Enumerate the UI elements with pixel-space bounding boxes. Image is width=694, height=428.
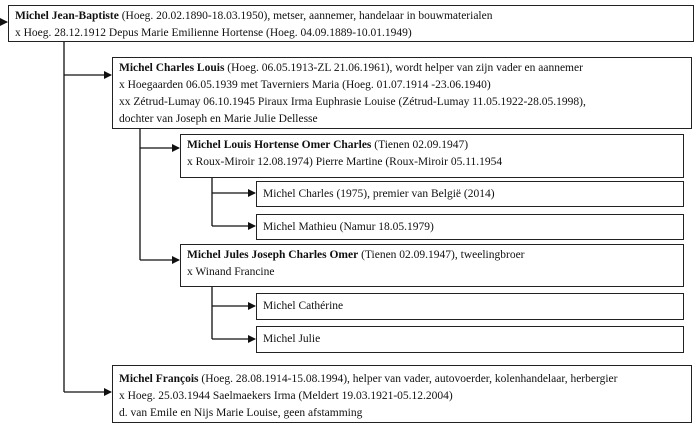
- person-text: Michel Cathérine: [263, 300, 344, 312]
- person-text: Michel Julie: [263, 333, 321, 345]
- person-name: Michel François: [119, 373, 199, 385]
- person-name: Michel Jules Joseph Charles Omer: [187, 249, 359, 261]
- person-marriage: x Roux-Miroir 12.08.1974) Pierre Martine (Roux-Miroir 05.11.1954: [187, 156, 503, 168]
- person-name: Michel Charles Louis: [119, 62, 225, 74]
- person-details: (Tienen 02.09.1947), tweelingbroer: [358, 249, 525, 261]
- person-box-jules-joseph: [180, 244, 684, 287]
- person-text: Michel Charles (1975), premier van België (2014): [263, 188, 495, 200]
- person-details: (Hoeg. 06.05.1913-ZL 21.06.1961), wordt helper van zijn vader en aannemer: [224, 62, 583, 74]
- person-marriage: x Hoeg. 28.12.1912 Depus Marie Emilienne Hortense (Hoeg. 04.09.1889-10.01.1949): [15, 27, 412, 39]
- person-details: (Hoeg. 20.02.1890-18.03.1950), metser, aannemer, handelaar in bouwmaterialen: [118, 10, 493, 22]
- person-marriage: x Hoegaarden 06.05.1939 met Taverniers Maria (Hoeg. 01.07.1914 -23.06.1940): [119, 79, 491, 91]
- person-parents: dochter van Joseph en Marie Julie Dellesse: [119, 113, 318, 125]
- person-text: Michel Mathieu (Namur 18.05.1979): [263, 221, 434, 233]
- person-name: Michel Louis Hortense Omer Charles: [187, 139, 372, 151]
- person-marriage: x Hoeg. 25.03.1944 Saelmaekers Irma (Meldert 19.03.1921-05.12.2004): [119, 390, 453, 402]
- person-box-jean-baptiste: [8, 5, 694, 42]
- person-parents: d. van Emile en Nijs Marie Louise, geen afstamming: [119, 407, 363, 419]
- person-details: (Tienen 02.09.1947): [371, 139, 469, 151]
- person-box-mathieu: [256, 214, 684, 240]
- person-box-catherine: [256, 293, 684, 320]
- person-box-francois: [112, 365, 692, 423]
- person-marriage: x Winand Francine: [187, 266, 275, 278]
- person-name: Michel Jean-Baptiste: [15, 10, 119, 22]
- person-box-louis-hortense: [180, 134, 684, 178]
- person-box-charles-1975: [256, 181, 684, 207]
- person-details: (Hoeg. 28.08.1914-15.08.1994), helper van vader, autovoerder, kolenhandelaar, herbergier: [198, 373, 618, 385]
- person-box-julie: [256, 326, 684, 353]
- person-box-charles-louis: [112, 57, 692, 129]
- person-marriage-2: xx Zétrud-Lumay 06.10.1945 Piraux Irma Euphrasie Louise (Zétrud-Lumay 11.05.1922-28.05.1998),: [119, 96, 586, 108]
